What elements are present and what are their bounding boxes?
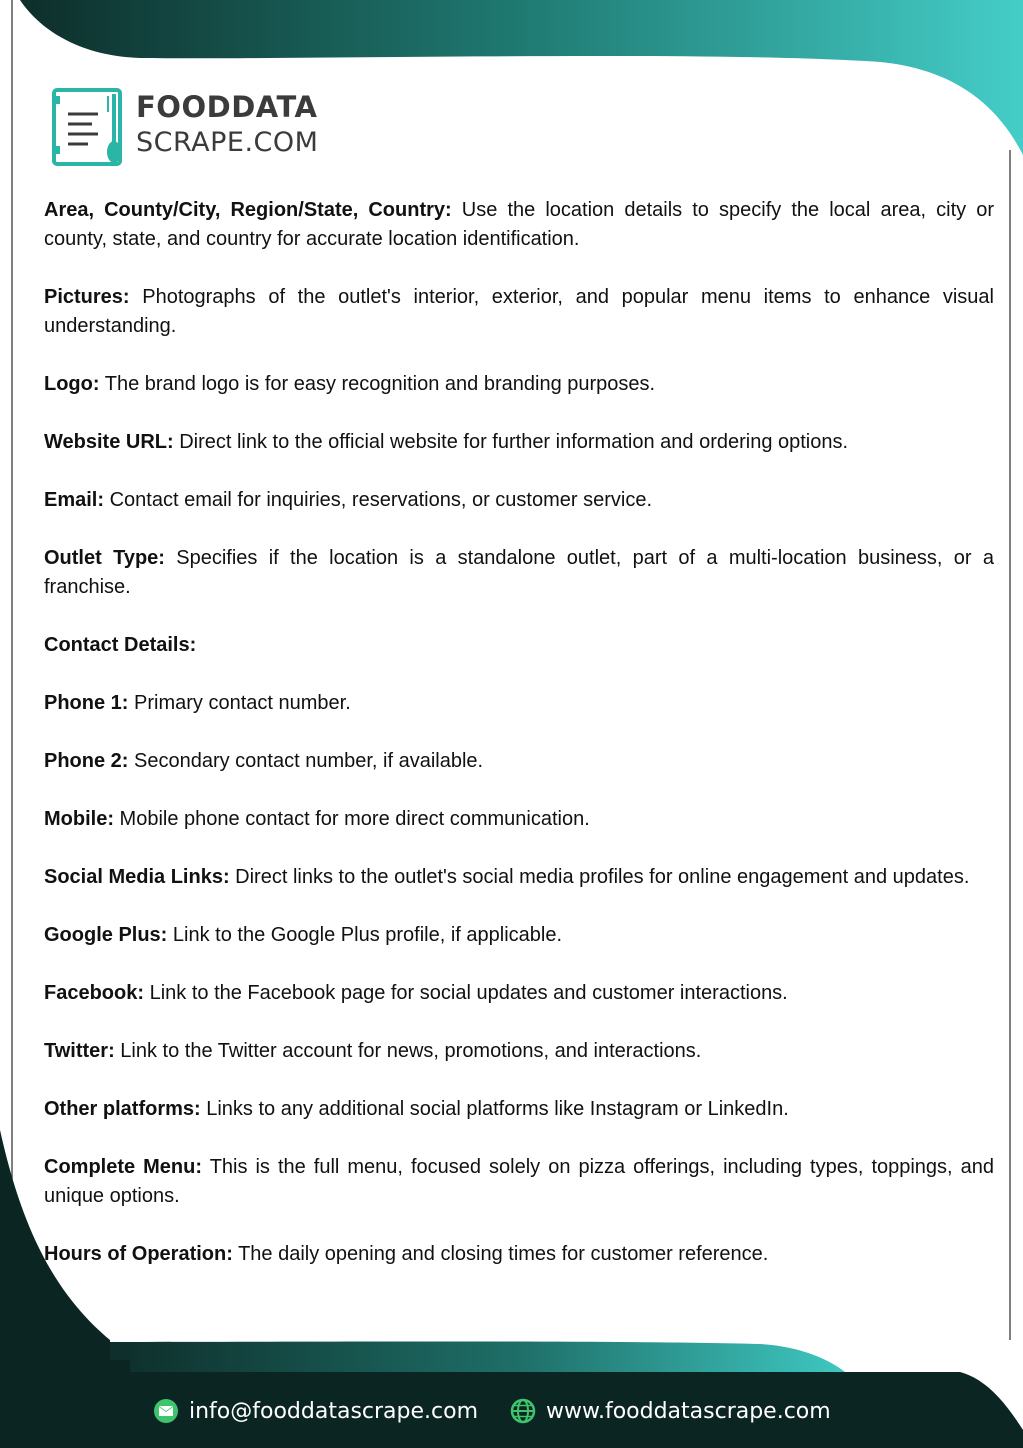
entry-label: Pictures: — [44, 286, 130, 308]
entry-label: Contact Details: — [44, 634, 197, 656]
entry-phone-2 — [44, 747, 994, 776]
entry-label: Twitter: — [44, 1040, 115, 1062]
brand-logo — [52, 86, 352, 168]
entry-label: Complete Menu: — [44, 1156, 203, 1178]
entry-text: Primary contact number. — [128, 692, 351, 714]
entry-label: Facebook: — [44, 982, 145, 1004]
entry-text: Photographs of the outlet's interior, exterior, and popular menu items to enhance visual understanding. — [44, 286, 994, 337]
logo-text-line2: SCRAPE.COM — [136, 127, 319, 158]
entry-google-plus — [44, 921, 994, 950]
entry-pictures — [44, 283, 994, 341]
globe-icon — [510, 1398, 536, 1424]
entry-text: Link to the Google Plus profile, if applicable. — [167, 924, 563, 946]
entry-label: Area, County/City, Region/State, Country: — [44, 199, 452, 221]
entry-location — [44, 196, 994, 254]
envelope-icon — [153, 1398, 179, 1424]
menu-fork-icon — [52, 86, 128, 168]
entry-label: Social Media Links: — [44, 866, 230, 888]
entry-mobile — [44, 805, 994, 834]
entry-text: Specifies if the location is a standalone outlet, part of a multi-location business, or a franchise. — [44, 547, 995, 598]
entry-label: Email: — [44, 489, 105, 511]
entry-contact-details — [44, 631, 994, 660]
entry-label: Website URL: — [44, 431, 174, 453]
entry-text: Direct links to the outlet's social media profiles for online engagement and updates. — [229, 866, 970, 888]
entry-text: Links to any additional social platforms like Instagram or LinkedIn. — [200, 1098, 789, 1120]
entry-text: The brand logo is for easy recognition and branding purposes. — [99, 373, 656, 395]
document-body — [44, 196, 994, 1298]
entry-label: Other platforms: — [44, 1098, 201, 1120]
entry-text: Use the location details to specify the local area, city or county, state, and country for accurate location identification. — [44, 199, 994, 250]
entry-label: Google Plus: — [44, 924, 168, 946]
entry-text: Contact email for inquiries, reservations, or customer service. — [104, 489, 653, 511]
entry-twitter — [44, 1037, 994, 1066]
logo-text-line1: FOODDATA — [136, 90, 318, 124]
footer-website-link[interactable] — [510, 1393, 831, 1429]
footer-email-link[interactable] — [153, 1393, 478, 1429]
entry-label: Hours of Operation: — [44, 1243, 233, 1265]
entry-label: Phone 1: — [44, 692, 129, 714]
entry-text: Link to the Twitter account for news, promotions, and interactions. — [114, 1040, 702, 1062]
entry-facebook — [44, 979, 994, 1008]
footer-website-text: www.fooddatascrape.com — [546, 1398, 831, 1424]
entry-text: Direct link to the official website for further information and ordering options. — [173, 431, 849, 453]
entry-hours-of-operation — [44, 1240, 994, 1269]
entry-label: Logo: — [44, 373, 100, 395]
entry-text: Link to the Facebook page for social updates and customer interactions. — [144, 982, 788, 1004]
entry-text: This is the full menu, focused solely on pizza offerings, including types, toppings, and unique options. — [44, 1156, 995, 1207]
entry-label: Phone 2: — [44, 750, 129, 772]
footer-email-text: info@fooddatascrape.com — [189, 1398, 479, 1424]
entry-phone-1 — [44, 689, 994, 718]
entry-text: Mobile phone contact for more direct communication. — [114, 808, 590, 830]
entry-website-url — [44, 428, 994, 457]
entry-text: Secondary contact number, if available. — [128, 750, 484, 772]
footer — [0, 1393, 1023, 1433]
entry-logo — [44, 370, 994, 399]
entry-label: Mobile: — [44, 808, 114, 830]
entry-label: Outlet Type: — [44, 547, 165, 569]
entry-outlet-type — [44, 544, 994, 602]
entry-text: The daily opening and closing times for customer reference. — [232, 1243, 769, 1265]
entry-email — [44, 486, 994, 515]
entry-other-platforms — [44, 1095, 994, 1124]
entry-social-media-links — [44, 863, 994, 892]
entry-complete-menu — [44, 1153, 994, 1211]
